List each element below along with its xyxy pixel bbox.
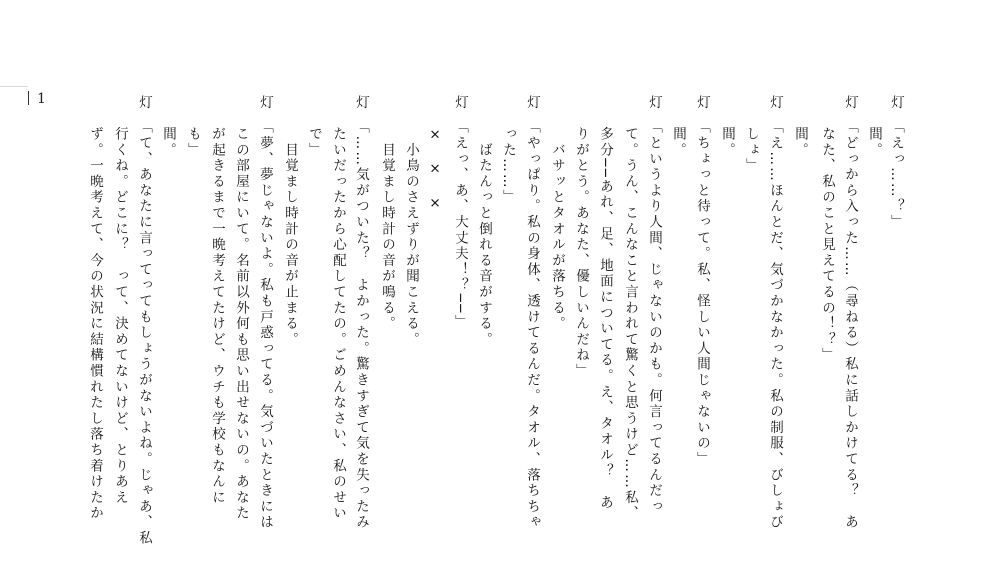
script-column-29: が起きるまで一晩考えてたけど、ウチも学校もなんに [209, 95, 225, 506]
script-column-30: も」 [185, 95, 201, 159]
script-column-33: 行くね。どこに？ って、決めてないけど、とりあえ [112, 95, 128, 506]
page-number-value: 1 [37, 91, 46, 107]
script-column-24: たいだったから心配してたの。ごめんなさい、私のせい [330, 95, 346, 522]
script-column-11: 灯 「というより人間、じゃないのかも。何言ってるんだっ [646, 95, 662, 515]
script-column-12: て。うん、こんなこと言われて驚くと思うけど……私、 [622, 95, 638, 522]
script-column-16: 灯 「やっぱり。私の身体、透けてるんだ。タオル、落ちちゃ [524, 95, 540, 531]
script-column-21: 小鳥のさえずりが聞こえる。 [403, 95, 419, 348]
script-column-32: 灯 「て、あなたに言ってってもしょうがないよね。じゃあ、私 [136, 95, 152, 547]
script-column-6: 灯 「え……ほんとだ、気づかなかった。私の制服、びしょび [767, 95, 783, 531]
page-number-rule [28, 91, 29, 105]
script-column-15: バサッとタオルが落ちる。 [549, 95, 565, 332]
script-column-1: 灯 「えっ……？」 [888, 95, 904, 231]
script-column-23: 灯 「……気がついた？ よかった。驚きすぎて気を失ったみ [353, 95, 369, 531]
script-column-34: ず。一晩考えて、今の状況に結構慣れたし落ち着けたか [87, 95, 103, 522]
page-number [28, 90, 46, 108]
script-column-9: 灯 「ちょっと待って。私、怪しい人間じゃないの」 [694, 95, 710, 468]
script-column-25: で」 [306, 95, 322, 159]
script-column-19: 灯 「えっ、あ、大丈夫！？──」 [452, 95, 468, 331]
script-column-20: × × × [427, 95, 443, 214]
script-column-13: 多分──あれ、足、地面についてる。え、タオル？ あ [597, 95, 613, 511]
script-column-7: しょ」 [743, 95, 759, 174]
script-column-5: 間。 [792, 95, 808, 159]
script-column-17: った……」 [500, 95, 516, 206]
script-column-8: 間。 [719, 95, 735, 159]
margin-marker [0, 86, 28, 87]
script-column-2: 間。 [866, 95, 882, 159]
script-column-27: 灯 「夢、夢じゃないよ。私も戸惑ってる。気づいたときには [257, 95, 273, 531]
script-column-22: 目覚まし時計の音が鳴る。 [379, 95, 395, 332]
script-column-28: この部屋にいて。名前以外何も思い出せないの。あなた [233, 95, 249, 522]
script-column-14: りがとう。あなた、優しいんだね」 [573, 95, 589, 380]
script-column-18: ばたんっと倒れる音がする。 [476, 95, 492, 348]
script-column-31: 間。 [160, 95, 176, 159]
script-column-4: なた、私のこと見えてるの！？」 [819, 95, 835, 364]
script-column-10: 間。 [670, 95, 686, 159]
script-column-26: 目覚まし時計の音が止まる。 [282, 95, 298, 348]
script-column-3: 灯 「どっから入った……（尋ねる）私に話しかけてる？ あ [842, 95, 858, 531]
